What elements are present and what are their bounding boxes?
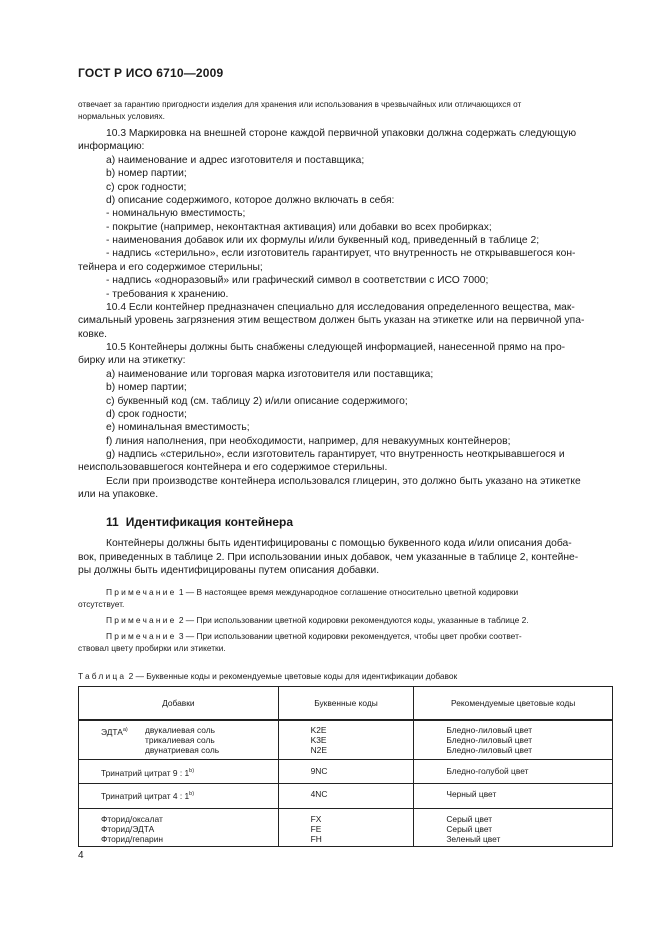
body-line: бирку или на этикетку: xyxy=(78,355,186,366)
section-number: 11 xyxy=(106,515,119,529)
letter-code: 9NC xyxy=(310,766,328,776)
letter-code: K2E xyxy=(310,725,327,735)
additive-name: $ЭДТА^{а)}$ xyxy=(101,726,128,737)
list-item: b) номер партии; xyxy=(106,168,187,179)
additive-name: Фторид/ЭДТА xyxy=(101,823,155,834)
list-item: - покрытие (например, неконтактная активация) или добавки во всех пробирках; xyxy=(106,222,492,233)
letter-code: FE xyxy=(310,823,322,834)
body-line: неиспользовавшегося контейнера и его содержимое стерильны. xyxy=(78,462,388,473)
letter-code: N2E xyxy=(310,745,327,755)
additive-name: Тринатрий цитрат 9 : 1$^{b)}$ xyxy=(101,767,195,778)
body-line: 10.4 Если контейнер предназначен специально для исследования определенного вещества, мак- xyxy=(106,302,575,313)
letter-code: FX xyxy=(310,813,322,824)
color-code: Серый цвет xyxy=(446,813,493,824)
table-row xyxy=(79,783,613,808)
letter-code: K3E xyxy=(310,735,327,745)
section-line: Контейнеры должны быть идентифицированы с помощью буквенного кода и/или описания доба- xyxy=(106,538,572,549)
page-number: 4 xyxy=(78,850,84,861)
note-continuation: отсутствует. xyxy=(78,599,125,609)
section-title: Идентификация контейнера xyxy=(125,515,294,529)
additive-name: Фторид/гепарин xyxy=(101,833,163,844)
color-code: Бледно-лиловый цвет xyxy=(446,735,533,745)
additive-name: Фторид/оксалат xyxy=(101,813,163,824)
color-code: Бледно-голубой цвет xyxy=(446,766,529,776)
note-text: 3 — При использовании цветной кодировки рекомендуется, чтобы цвет пробки соответ- xyxy=(178,631,522,641)
note-continuation: ствовал цвету пробирки или этикетки. xyxy=(78,643,226,653)
body-line: тейнера и его содержимое стерильны; xyxy=(78,262,263,273)
note-text: 2 — При использовании цветной кодировки рекомендуются коды, указанные в таблице 2. xyxy=(178,615,529,625)
list-item: c) срок годности; xyxy=(106,182,187,193)
list-item: - надпись «одноразовый» или графический символ в соответствии с ИСО 7000; xyxy=(106,275,489,286)
table-caption-text: 2 — Буквенные коды и рекомендуемые цветовые коды для идентификации добавок xyxy=(128,671,458,681)
table-row xyxy=(79,720,613,760)
table-header-row xyxy=(79,687,613,721)
list-item: - номинальную вместимость; xyxy=(106,208,246,219)
body-line: информацию: xyxy=(78,141,145,152)
body-line: 10.3 Маркировка на внешней стороне каждой первичной упаковки должна содержать следующую xyxy=(106,128,577,139)
letter-code: 4NC xyxy=(310,788,328,799)
note xyxy=(106,614,529,627)
body-line: Если при производстве контейнера использовался глицерин, это должно быть указано на этикетке xyxy=(106,476,581,487)
note-label: Примечание xyxy=(106,615,177,625)
list-item: d) срок годности; xyxy=(106,409,187,420)
list-item: c) буквенный код (см. таблицу 2) и/или описание содержимого; xyxy=(106,396,408,407)
body-line: нормальных условиях. xyxy=(78,112,165,121)
body-line: или на упаковке. xyxy=(78,489,159,500)
note xyxy=(106,586,518,599)
list-item: d) описание содержимого, которое должно включать в себя: xyxy=(106,195,395,206)
list-item: f) линия наполнения, при необходимости, например, для невакуумных контейнеров; xyxy=(106,436,511,447)
color-code: Зеленый цвет xyxy=(446,833,501,844)
color-code: Серый цвет xyxy=(446,823,493,834)
column-header: Добавки xyxy=(79,687,279,721)
body-line: симальный уровень загрязнения этим веществом должен быть указан на этикетке или на первичной упа- xyxy=(78,315,585,326)
body-line: отвечает за гарантию пригодности изделия для хранения или использования в чрезвычайных или отличающихся от xyxy=(78,100,522,109)
list-item: g) надпись «стерильно», если изготовитель гарантирует, что внутренность неоткрывавшегося и xyxy=(106,449,565,460)
additive-subtype: трикалиевая соль xyxy=(145,735,215,745)
body-line: ковке. xyxy=(78,329,108,340)
note-text: 1 — В настоящее время международное соглашение относительно цветной кодировки xyxy=(178,587,519,597)
list-item: - надпись «стерильно», если изготовитель гарантирует, что внутренность не открывавшегося кон- xyxy=(106,248,576,259)
table-caption-label: Таблица xyxy=(78,671,127,681)
list-item: - наименования добавок или их формулы и/или буквенный код, приведенный в таблице 2; xyxy=(106,235,540,246)
letter-code: FH xyxy=(310,833,322,844)
list-item: b) номер партии; xyxy=(106,382,187,393)
color-code: Бледно-лиловый цвет xyxy=(446,725,533,735)
section-heading xyxy=(106,515,293,529)
list-item: a) наименование и адрес изготовителя и поставщика; xyxy=(106,155,365,166)
column-header: Рекомендуемые цветовые коды xyxy=(414,687,613,721)
additive-subtype: двунатриевая соль xyxy=(145,745,220,755)
list-item: - требования к хранению. xyxy=(106,289,229,300)
note-label: Примечание xyxy=(106,631,177,641)
column-header: Буквенные коды xyxy=(278,687,414,721)
color-code: Бледно-лиловый цвет xyxy=(446,745,533,755)
list-item: e) номинальная вместимость; xyxy=(106,422,250,433)
body-line: 10.5 Контейнеры должны быть снабжены следующей информацией, нанесенной прямо на про- xyxy=(106,342,566,353)
note-label: Примечание xyxy=(106,587,177,597)
list-item: a) наименование или торговая марка изготовителя или поставщика; xyxy=(106,369,434,380)
color-code: Черный цвет xyxy=(446,788,497,799)
additive-name: Тринатрий цитрат 4 : 1$^{b)}$ xyxy=(101,790,195,801)
table-row xyxy=(79,808,613,846)
section-line: вок, приведенных в таблице 2. При использовании иных добавок, чем указанные в таблице 2, контейне- xyxy=(78,552,579,563)
document-header: ГОСТ Р ИСО 6710—2009 xyxy=(78,66,224,80)
table-row xyxy=(79,760,613,784)
additive-subtype: двукалиевая соль xyxy=(145,725,215,735)
additives-table xyxy=(78,686,613,847)
table-caption xyxy=(78,670,457,683)
section-line: ры должны быть идентифицированы путем описания добавки. xyxy=(78,565,380,576)
